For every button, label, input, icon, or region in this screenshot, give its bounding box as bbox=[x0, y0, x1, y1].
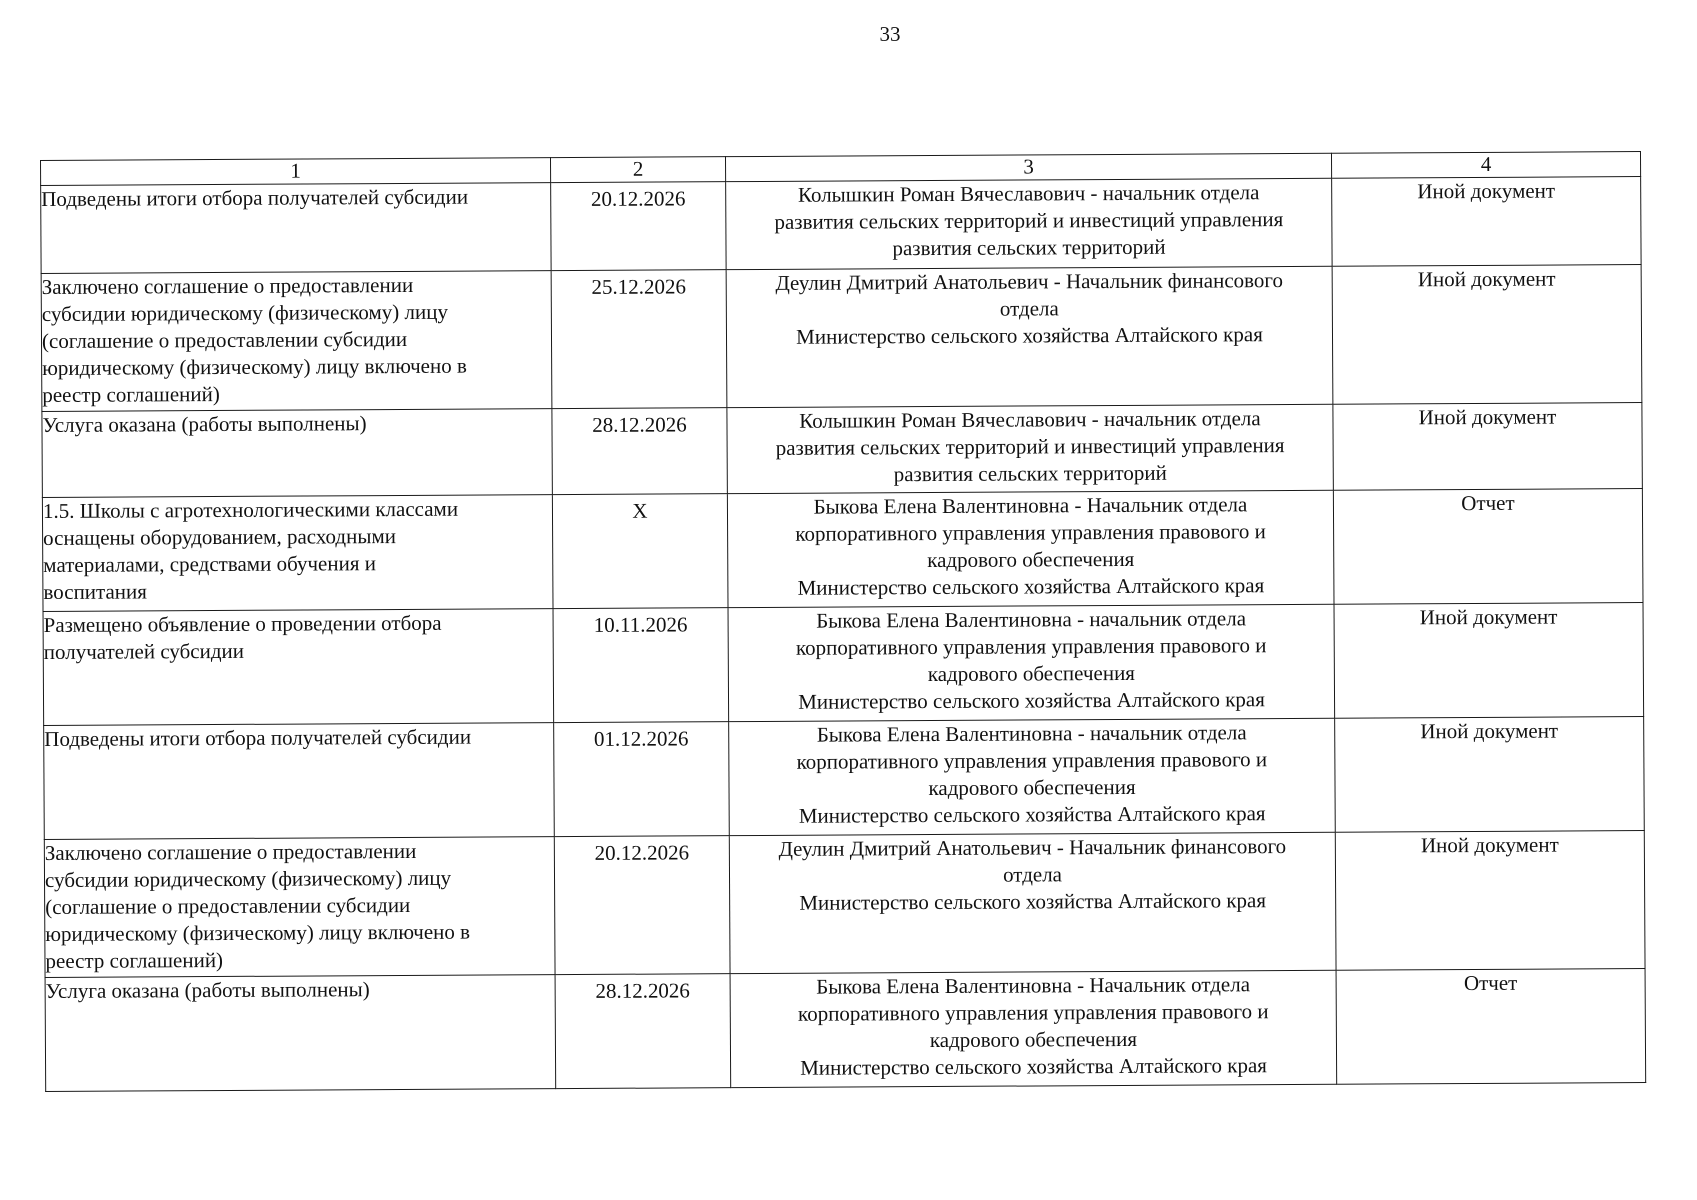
responsible-line: Колышкин Роман Вячеславович - начальник отдела bbox=[797, 180, 1260, 207]
responsible-cell bbox=[729, 718, 1336, 835]
document-type-cell: Отчет bbox=[1333, 489, 1643, 605]
column-header-2: 2 bbox=[550, 157, 725, 183]
responsible-line: Колышкин Роман Вячеславович - начальник отдела bbox=[799, 406, 1261, 433]
event-name-line: получателей субсидии bbox=[43, 638, 245, 664]
responsible-line: корпоративного управления управления правового и bbox=[796, 747, 1268, 774]
responsible-line: кадрового обеспечения bbox=[927, 660, 1136, 687]
table-row bbox=[41, 177, 1641, 274]
event-name-line: Услуга оказана (работы выполнены) bbox=[45, 977, 370, 1003]
event-name-line: юридическому (физическому) лицу включено в bbox=[45, 919, 471, 946]
event-name-cell bbox=[42, 409, 552, 498]
responsible-line: развития сельских территорий и инвестиций управления bbox=[774, 207, 1284, 234]
page-number: 33 bbox=[879, 22, 901, 46]
event-name-line: юридическому (физическому) лицу включено в bbox=[42, 353, 467, 380]
responsible-line: Министерство сельского хозяйства Алтайского края bbox=[797, 573, 1265, 600]
event-name-line: Заключено соглашение о предоставлении bbox=[44, 838, 417, 865]
responsible-line: Быкова Елена Валентиновна - Начальник отдела bbox=[816, 972, 1251, 999]
event-name-line: (соглашение о предоставлении субсидии bbox=[41, 326, 408, 353]
table-row bbox=[45, 969, 1646, 1092]
table-row bbox=[44, 717, 1645, 840]
responsible-line: развития сельских территорий bbox=[893, 460, 1167, 487]
date-cell: 10.11.2026 bbox=[553, 608, 729, 723]
table-row bbox=[43, 603, 1644, 726]
event-name-cell bbox=[42, 495, 553, 612]
responsible-line: отдела bbox=[999, 296, 1059, 321]
responsible-line: Деулин Дмитрий Анатольевич - Начальник финансового bbox=[778, 834, 1287, 861]
responsible-line: корпоративного управления управления правового и bbox=[797, 999, 1269, 1026]
event-name-line: субсидии юридическому (физическому) лицу bbox=[44, 865, 452, 892]
responsible-line: кадрового обеспечения bbox=[928, 774, 1136, 801]
table-row bbox=[42, 403, 1642, 498]
document-type-cell: Отчет bbox=[1336, 969, 1646, 1085]
responsible-cell bbox=[727, 404, 1333, 493]
plan-table-wrap bbox=[40, 151, 1645, 1092]
date-cell: 25.12.2026 bbox=[551, 270, 727, 409]
table-row bbox=[42, 489, 1643, 612]
event-name-line: реестр соглашений) bbox=[42, 381, 220, 407]
responsible-line: Быкова Елена Валентиновна - начальник отдела bbox=[816, 720, 1247, 747]
event-name-line: материалами, средствами обучения и bbox=[43, 551, 376, 577]
responsible-line: Быкова Елена Валентиновна - начальник отдела bbox=[816, 606, 1247, 633]
date-cell: 20.12.2026 bbox=[554, 836, 730, 975]
event-name-line: Заключено соглашение о предоставлении bbox=[41, 272, 414, 299]
responsible-line: Министерство сельского хозяйства Алтайского края bbox=[798, 687, 1265, 714]
document-type-cell: Иной документ bbox=[1333, 403, 1642, 491]
column-header-3: 3 bbox=[725, 153, 1331, 181]
responsible-line: корпоративного управления управления правового и bbox=[795, 633, 1267, 660]
table-row bbox=[41, 265, 1642, 412]
event-name-line: Размещено объявление о проведении отбора bbox=[43, 610, 442, 637]
responsible-cell bbox=[729, 832, 1336, 973]
responsible-line: отдела bbox=[1002, 862, 1063, 887]
date-cell: 20.12.2026 bbox=[551, 182, 726, 271]
date-cell: X bbox=[552, 494, 728, 609]
event-name-line: Подведены итоги отбора получателей субсидии bbox=[44, 724, 472, 751]
responsible-line: кадрового обеспечения bbox=[927, 546, 1135, 573]
column-header-4: 4 bbox=[1331, 152, 1640, 179]
event-name-line: (соглашение о предоставлении субсидии bbox=[45, 892, 411, 919]
event-name-line: воспитания bbox=[43, 579, 147, 604]
event-name-line: реестр соглашений) bbox=[45, 947, 224, 973]
event-name-cell bbox=[43, 609, 554, 726]
document-type-cell: Иной документ bbox=[1332, 177, 1641, 267]
event-name-line: оснащены оборудованием, расходными bbox=[43, 524, 397, 550]
date-cell: 01.12.2026 bbox=[554, 722, 730, 837]
event-name-line: Подведены итоги отбора получателей субсидии bbox=[41, 184, 469, 211]
event-name-cell bbox=[44, 837, 555, 978]
responsible-line: кадрового обеспечения bbox=[929, 1026, 1138, 1053]
responsible-line: Министерство сельского хозяйства Алтайского края bbox=[799, 888, 1267, 915]
plan-table bbox=[40, 151, 1646, 1092]
column-header-1: 1 bbox=[41, 158, 551, 186]
responsible-cell bbox=[728, 604, 1335, 721]
responsible-line: Министерство сельского хозяйства Алтайского края bbox=[800, 1053, 1267, 1080]
event-name-line: 1.5. Школы с агротехнологическими классами bbox=[42, 496, 459, 523]
document-type-cell: Иной документ bbox=[1335, 717, 1645, 833]
responsible-cell bbox=[726, 266, 1333, 407]
responsible-line: развития сельских территорий и инвестиций управления bbox=[775, 433, 1285, 460]
date-cell: 28.12.2026 bbox=[555, 974, 731, 1089]
event-name-cell bbox=[41, 271, 552, 412]
responsible-line: Быкова Елена Валентиновна - Начальник отдела bbox=[813, 492, 1248, 519]
responsible-line: развития сельских территорий bbox=[892, 234, 1166, 261]
document-type-cell: Иной документ bbox=[1332, 265, 1642, 405]
responsible-cell bbox=[727, 490, 1334, 607]
document-type-cell: Иной документ bbox=[1334, 603, 1644, 719]
responsible-line: Министерство сельского хозяйства Алтайского края bbox=[796, 322, 1263, 349]
event-name-cell bbox=[41, 183, 551, 274]
responsible-line: Деулин Дмитрий Анатольевич - Начальник финансового bbox=[775, 268, 1284, 295]
table-row bbox=[44, 831, 1645, 978]
responsible-cell bbox=[726, 178, 1332, 269]
event-name-line: Услуга оказана (работы выполнены) bbox=[42, 411, 367, 437]
responsible-line: корпоративного управления управления правового и bbox=[795, 519, 1266, 546]
event-name-cell bbox=[45, 975, 556, 1092]
responsible-line: Министерство сельского хозяйства Алтайского края bbox=[798, 801, 1266, 828]
date-cell: 28.12.2026 bbox=[552, 408, 727, 495]
event-name-line: субсидии юридическому (физическому) лицу bbox=[41, 299, 449, 326]
responsible-cell bbox=[730, 970, 1337, 1087]
document-type-cell: Иной документ bbox=[1335, 831, 1645, 971]
event-name-cell bbox=[44, 723, 555, 840]
